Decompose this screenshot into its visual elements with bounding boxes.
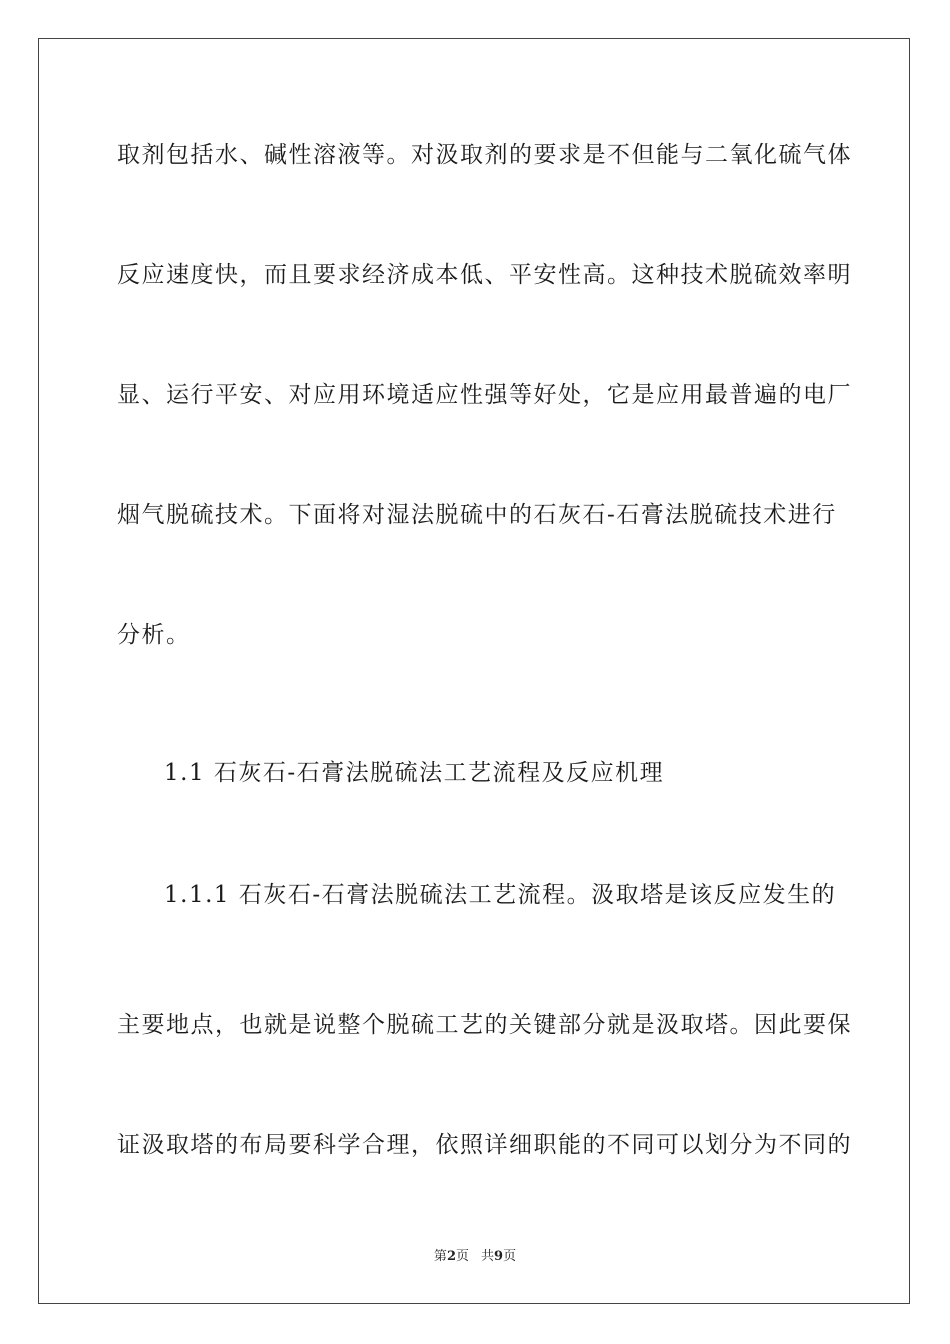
total-page-count: 9 <box>494 1249 504 1264</box>
footer-total-prefix: 共 <box>481 1249 495 1264</box>
footer-page-unit: 页 <box>455 1249 469 1264</box>
footer-total-unit: 页 <box>503 1249 517 1264</box>
paragraph-line: 取剂包括水、碱性溶液等。对汲取剂的要求是不但能与二氧化硫气体 <box>117 142 852 168</box>
page-footer <box>0 1248 950 1266</box>
paragraph-line: 显、运行平安、对应用环境适应性强等好处，它是应用最普遍的电厂 <box>117 382 852 408</box>
current-page-number: 2 <box>446 1249 456 1264</box>
paragraph-line: 烟气脱硫技术。下面将对湿法脱硫中的石灰石-石膏法脱硫技术进行 <box>117 502 837 528</box>
paragraph-line: 反应速度快，而且要求经济成本低、平安性高。这种技术脱硫效率明 <box>117 262 852 288</box>
paragraph-line: 证汲取塔的布局要科学合理，依照详细职能的不同可以划分为不同的 <box>117 1132 852 1158</box>
footer-prefix: 第 <box>433 1249 447 1264</box>
paragraph-line: 1.1.1 石灰石-石膏法脱硫法工艺流程。汲取塔是该反应发生的 <box>164 882 837 908</box>
paragraph-line: 主要地点，也就是说整个脱硫工艺的关键部分就是汲取塔。因此要保 <box>117 1012 852 1038</box>
paragraph-line: 分析。 <box>117 622 191 648</box>
page-border <box>38 38 910 1304</box>
section-heading: 1.1 石灰石-石膏法脱硫法工艺流程及反应机理 <box>164 760 665 786</box>
